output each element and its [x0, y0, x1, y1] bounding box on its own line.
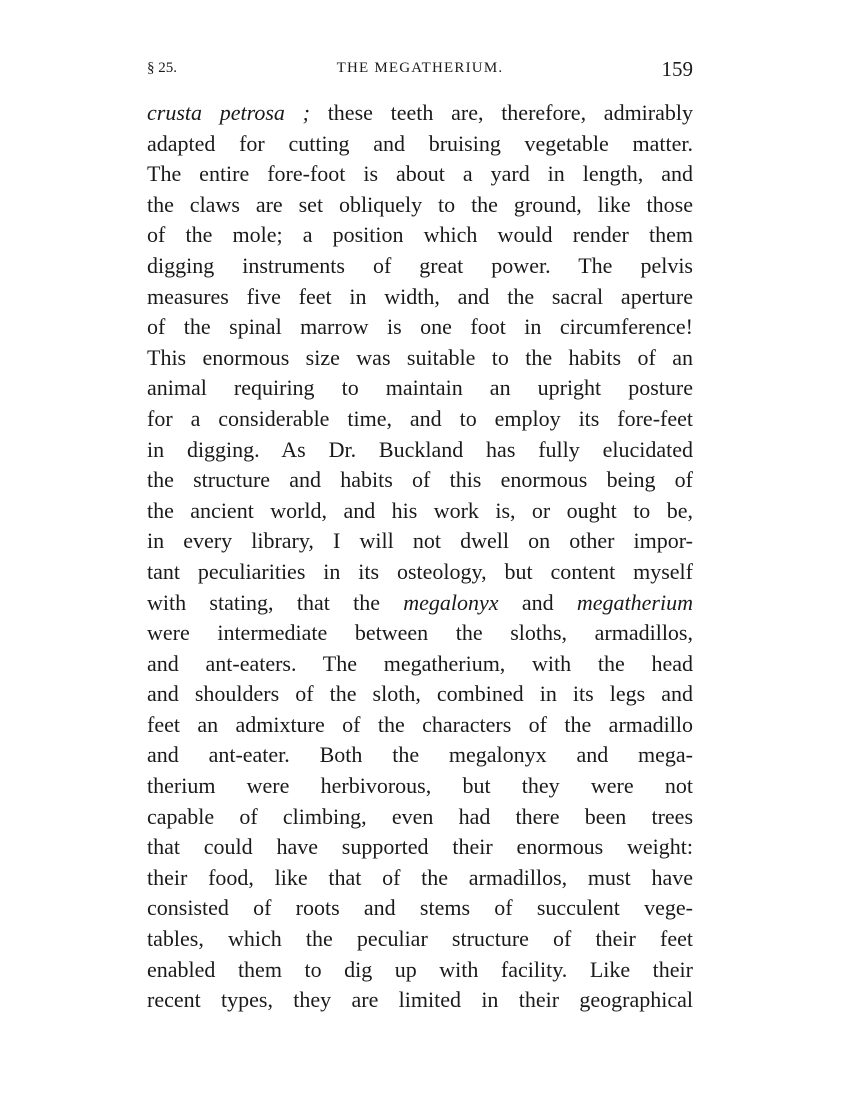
text-run: the ancient world, and his work is, or ought to be, — [147, 497, 693, 523]
text-line — [147, 435, 693, 466]
text-run: The entire fore-foot is about a yard in length, and — [147, 161, 693, 187]
text-run: and — [498, 589, 577, 615]
section-number: § 25. — [147, 60, 177, 76]
text-run: This enormous size was suitable to the habits of an — [147, 344, 693, 370]
text-run: their food, like that of the armadillos, must have — [147, 864, 693, 890]
text-line — [147, 98, 693, 129]
text-line — [147, 496, 693, 527]
text-run: capable of climbing, even had there been trees — [147, 803, 693, 829]
italic-text: megatherium — [576, 589, 693, 615]
book-page — [147, 58, 693, 1016]
text-line — [147, 404, 693, 435]
text-run: and shoulders of the sloth, combined in its legs and — [147, 681, 693, 707]
running-head — [147, 58, 693, 84]
text-line — [147, 710, 693, 741]
text-run: for a considerable time, and to employ its fore-feet — [147, 405, 693, 431]
text-line — [147, 373, 693, 404]
text-line — [147, 159, 693, 190]
italic-text: crusta petrosa ; — [147, 100, 310, 125]
text-line — [147, 618, 693, 649]
text-run: of the mole; a position which would render them — [147, 222, 693, 248]
body-text — [147, 98, 693, 1016]
text-run: therium were herbivorous, but they were not — [147, 773, 693, 799]
text-line — [147, 190, 693, 221]
chapter-title: THE MEGATHERIUM. — [336, 60, 504, 76]
text-line — [147, 649, 693, 680]
text-run: that could have supported their enormous weight: — [147, 834, 693, 860]
text-line — [147, 557, 693, 588]
text-line — [147, 129, 693, 160]
text-run: in every library, I will not dwell on other impor- — [147, 528, 693, 554]
text-run: were intermediate between the sloths, armadillos, — [147, 620, 693, 646]
text-run: consisted of roots and stems of succulent vege- — [147, 895, 693, 921]
italic-text: megalonyx — [403, 589, 499, 615]
text-line — [147, 588, 693, 619]
text-line — [147, 924, 693, 955]
text-run: adapted for cutting and bruising vegetable matter. — [147, 130, 693, 156]
text-run: enabled them to dig up with facility. Like their — [147, 956, 693, 982]
text-line — [147, 802, 693, 833]
text-line — [147, 740, 693, 771]
text-line — [147, 220, 693, 251]
text-line — [147, 771, 693, 802]
text-run: and ant-eaters. The megatherium, with the head — [147, 650, 693, 676]
page-number: 159 — [661, 57, 693, 81]
text-run: of the spinal marrow is one foot in circumference! — [147, 314, 693, 340]
text-run: digging instruments of great power. The pelvis — [147, 252, 693, 278]
text-line — [147, 526, 693, 557]
text-run: tables, which the peculiar structure of their feet — [147, 926, 693, 952]
text-line — [147, 343, 693, 374]
text-line — [147, 312, 693, 343]
text-run: animal requiring to maintain an upright posture — [147, 375, 693, 401]
text-line — [147, 465, 693, 496]
text-line — [147, 282, 693, 313]
text-run: these teeth are, therefore, admirably — [309, 100, 693, 125]
text-run: and ant-eater. Both the megalonyx and mega- — [147, 742, 693, 768]
text-line — [147, 955, 693, 986]
text-run: recent types, they are limited in their geographical — [147, 987, 693, 1013]
text-line — [147, 863, 693, 894]
text-run: tant peculiarities in its osteology, but content myself — [147, 558, 693, 584]
text-run: with stating, that the — [147, 589, 404, 615]
text-line — [147, 679, 693, 710]
text-line — [147, 251, 693, 282]
text-line — [147, 985, 693, 1016]
text-run: in digging. As Dr. Buckland has fully elucidated — [147, 436, 693, 462]
text-run: measures five feet in width, and the sacral aperture — [147, 283, 693, 309]
text-run: feet an admixture of the characters of the armadillo — [147, 711, 693, 737]
text-line — [147, 893, 693, 924]
text-run: the claws are set obliquely to the ground, like those — [147, 191, 693, 217]
text-run: the structure and habits of this enormous being of — [147, 467, 693, 493]
text-line — [147, 832, 693, 863]
